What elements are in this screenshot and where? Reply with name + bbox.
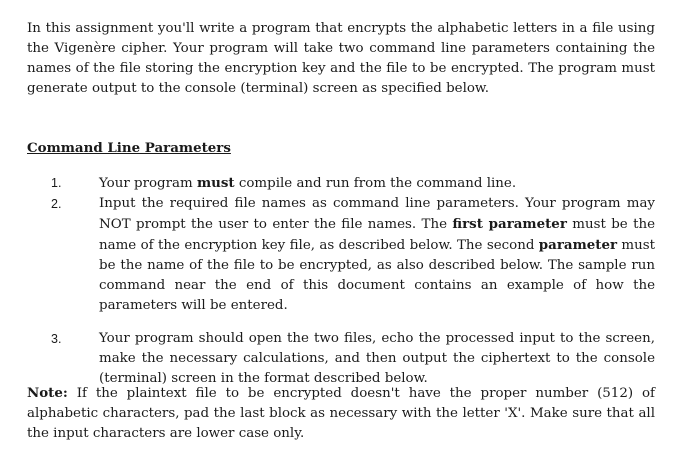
list-item-number: 2.	[51, 197, 62, 211]
list-item-2	[27, 194, 655, 316]
list-item-text: Your program should open the two files, echo the processed input to the screen, make the necessary calculations, and then output the ciphertext to the console (terminal) screen in the format described below.	[99, 331, 655, 386]
list-item-bold: parameter	[538, 237, 618, 253]
list-item-text: Your program	[99, 176, 197, 191]
note-text: If the plaintext file to be encrypted doesn't have the proper number (512) of alphabetic characters, pad the last block as necessary with the letter 'X'. Make sure that all the input characters are lower case only.	[27, 386, 655, 441]
list-item-text: compile and run from the command line.	[234, 176, 517, 191]
note-paragraph	[27, 383, 655, 444]
section-heading: Command Line Parameters	[27, 140, 231, 156]
parameters-list	[27, 173, 655, 389]
list-item-number: 3.	[51, 332, 62, 346]
list-item-1	[27, 173, 655, 194]
list-item-text: must be the name of the file to be encrypted, as also described below. The sample run command near the end of this document contains an example of how the parameters will be entered.	[99, 238, 655, 313]
intro-paragraph: In this assignment you'll write a program that encrypts the alphabetic letters in a file using the Vigenère cipher. Your program will take two command line parameters containing the names of the file storing the encryption key and the file to be encrypted. The program must generate output to the console (terminal) screen as specified below.	[27, 21, 655, 96]
list-item-text: must be the name of the encryption key file, as described below. The second	[99, 217, 655, 253]
document-page	[27, 19, 655, 441]
list-item-bold: first parameter	[452, 216, 567, 232]
note-label: Note:	[27, 385, 68, 401]
list-item-text: Input the required file names as command line parameters. Your program may NOT prompt the user to enter the file names. The	[99, 196, 655, 232]
list-item-number: 1.	[51, 176, 62, 190]
list-item-bold: must	[196, 175, 235, 191]
list-item-3	[27, 329, 655, 389]
